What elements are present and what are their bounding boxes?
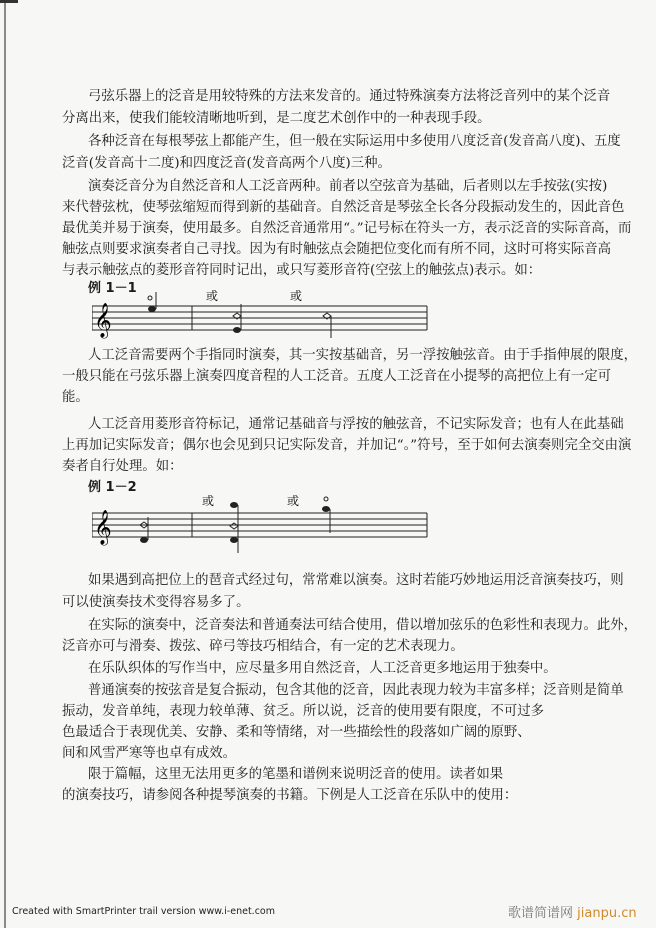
text-line: 各种泛音在每根琴弦上都能产生，但一般在实际运用中多使用八度泛音(发音高八度)、五度 (88, 134, 621, 149)
text-line: 一般只能在弓弦乐器上演奏四度音程的人工泛音。五度人工泛音在小提琴的高把位上有一定可 (62, 369, 612, 384)
music-staff-2 (92, 495, 432, 555)
harmonic-circle (324, 497, 328, 501)
text-line: 演奏泛音分为自然泛音和人工泛音两种。前者以空弦音为基础，后者则以左手按弦(实按) (88, 179, 608, 194)
or-mark: 或 (287, 495, 300, 508)
text-line: 普通演奏的按弦音是复合振动，包含其他的泛音，因此表现力较为丰富多样；泛音则是简单 (88, 683, 624, 698)
text-line: 与表示触弦点的菱形音符同时记出，或只写菱形音符(空弦上的触弦点)表示。如： (62, 263, 542, 278)
treble-clef: 𝄞 (94, 303, 112, 338)
note (140, 537, 148, 543)
harmonic-circle (148, 296, 152, 300)
staff-lines (92, 306, 427, 330)
or-mark: 或 (206, 290, 219, 303)
text-line: 在实际的演奏中，泛音奏法和普通奏法可结合使用，借以增加弦乐的色彩性和表现力。此外， (88, 618, 638, 633)
text-line: 间和风雪严寒等也卓有成效。 (62, 746, 237, 761)
text-line: 上再加记实际发音；偶尔也会见到只记实际发音，并加记“。”符号，至于如何去演奏则完全交由演 (62, 438, 632, 453)
text-line: 能。 (62, 390, 89, 405)
note (230, 502, 238, 508)
text-line: 泛音(发音高十二度)和四度泛音(发音高两个八度)三种。 (62, 156, 391, 171)
example-label-2: 例 1－2 (88, 480, 137, 495)
text-line: 色最适合于表现优美、安静、柔和等情绪，对一些描绘性的段落如广阔的原野、 (62, 725, 531, 740)
music-staff-1 (92, 290, 432, 340)
text-line: 人工泛音用菱形音符标记，通常记基础音与浮按的触弦音，不记实际发音；也有人在此基础 (88, 417, 624, 432)
text-line: 分离出来，使我们能较清晰地听到，是二度艺术创作中的一种表现手段。 (62, 111, 491, 126)
or-mark: 或 (202, 495, 215, 508)
text-line: 来代替弦枕，使琴弦缩短而得到新的基础音。自然泛音是琴弦全长各分段振动发生的，因此音色 (62, 200, 625, 215)
note (233, 327, 241, 333)
text-line: 限于篇幅，这里无法用更多的笔墨和谱例来说明泛音的使用。读者如果 (88, 767, 504, 782)
note (148, 306, 156, 312)
text-line: 人工泛音需要两个手指同时演奏，其一实按基础音，另一浮按触弦音。由于手指伸展的限度， (88, 348, 638, 363)
text-line: 可以使演奏技术变得容易多了。 (62, 595, 250, 610)
or-mark: 或 (290, 290, 303, 303)
corner-mark (0, 0, 18, 3)
text-line: 振动，发音单纯，表现力较单薄、贫乏。所以说，泛音的使用要有限度，不可过多 (62, 704, 545, 719)
staff-lines (92, 513, 427, 537)
text-line: 奏者自行处理。如： (62, 459, 183, 474)
treble-clef: 𝄞 (94, 510, 112, 545)
note (230, 537, 238, 543)
text-line: 的演奏技巧，请参阅各种提琴演奏的书籍。下例是人工泛音在乐队中的使用： (62, 788, 518, 803)
text-line: 最优美并易于演奏，使用最多。自然泛音通常用“。”记号标在符头一方，表示泛音的实际音高，而 (62, 221, 632, 236)
text-line: 弓弦乐器上的泛音是用较特殊的方法来发音的。通过特殊演奏方法将泛音列中的某个泛音 (88, 89, 611, 104)
note (322, 506, 330, 512)
diamond-note (230, 523, 238, 529)
text-line: 在乐队织体的写作当中，应尽量多用自然泛音，人工泛音更多地运用于独奏中。 (88, 661, 557, 676)
example-label-1: 例 1－1 (88, 281, 137, 296)
text-line: 触弦点则要求演奏者自己寻找。因为有时触弦点会随把位变化而有所不同，这时可将实际音高 (62, 242, 612, 257)
page-edge (4, 0, 6, 928)
text-line: 泛音亦可与滑奏、拨弦、碎弓等技巧相结合，有一定的艺术表现力。 (62, 639, 464, 654)
text-line: 如果遇到高把位上的琶音式经过句，常常难以演奏。这时若能巧妙地运用泛音演奏技巧，则 (88, 573, 624, 588)
footer-credit: Created with SmartPrinter trail version www.i-enet.com (12, 906, 275, 917)
watermark: 歌谱简谱网 jianpu.cn (508, 906, 637, 921)
